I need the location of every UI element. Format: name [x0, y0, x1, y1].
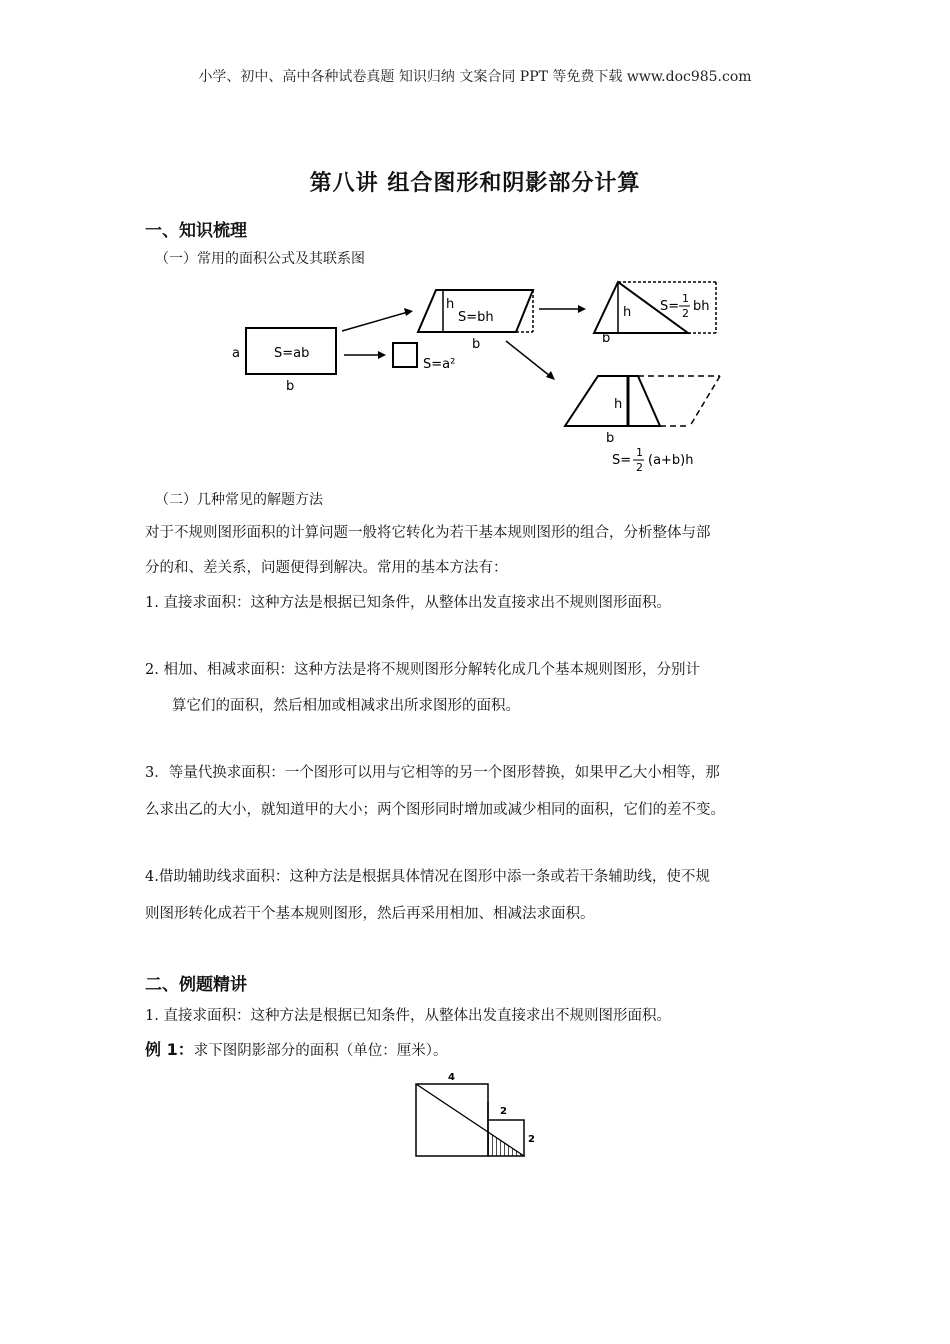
- label-2-top: 2: [500, 1106, 507, 1117]
- arrow-to-parallelogram: [342, 312, 408, 331]
- para-h: h: [446, 297, 455, 312]
- section-examples-heading: 二、例题精讲: [145, 975, 247, 995]
- arrow-head-icon: [404, 308, 413, 316]
- method-2-line-1: 2. 相加、相减求面积：这种方法是将不规则图形分解转化成几个基本规则图形，分别计: [145, 662, 700, 678]
- method-3-line-2: 么求出乙的大小，就知道甲的大小；两个图形同时增加或减少相同的面积，它们的差不变。: [145, 802, 725, 818]
- tri-formula-prefix: S=: [660, 299, 680, 314]
- large-square: [416, 1084, 488, 1156]
- arrow-head-icon: [546, 371, 555, 380]
- page-header: 小学、初中、高中各种试卷真题 知识归纳 文案合同 PPT 等免费下载 www.doc985.com: [198, 69, 752, 85]
- para-formula: S=bh: [458, 310, 494, 325]
- example-1-label: 例 1：: [145, 1040, 194, 1059]
- rect-side-a: a: [232, 346, 240, 361]
- trap-formula-suffix: (a+b)h: [648, 453, 694, 468]
- arrow-head-icon: [378, 351, 386, 359]
- intro-line-2: 分的和、差关系，问题便得到解决。常用的基本方法有：: [145, 560, 508, 576]
- trap-frac-den: 2: [636, 461, 643, 474]
- trap-b: b: [606, 431, 615, 446]
- arrow-to-trapezoid: [506, 341, 550, 376]
- tri-b: b: [602, 331, 611, 346]
- rect-formula: S=ab: [274, 346, 310, 361]
- intro-line-1: 对于不规则图形面积的计算问题一般将它转化为若干基本规则图形的组合，分析整体与部: [145, 525, 711, 541]
- subheading-methods: （二）几种常见的解题方法: [155, 492, 323, 508]
- method-1: 1. 直接求面积：这种方法是根据已知条件，从整体出发直接求出不规则图形面积。: [145, 595, 671, 611]
- trap-frac-num: 1: [636, 446, 643, 459]
- label-2-side: 2: [528, 1134, 535, 1145]
- tri-frac-num: 1: [682, 292, 689, 305]
- square-shape: [393, 343, 417, 367]
- trap-formula-prefix: S=: [612, 453, 632, 468]
- lecture-title: 第八讲 组合图形和阴影部分计算: [309, 171, 641, 196]
- tri-formula-suffix: bh: [693, 299, 710, 314]
- trapezoid-shape: [565, 376, 660, 426]
- label-4: 4: [448, 1072, 455, 1083]
- examples-method-1: 1. 直接求面积：这种方法是根据已知条件，从整体出发直接求出不规则图形面积。: [145, 1008, 671, 1024]
- trap-dashed-side: [690, 376, 720, 426]
- example-1-prompt: [145, 1035, 810, 1066]
- tri-h: h: [623, 305, 632, 320]
- trap-h: h: [614, 397, 623, 412]
- method-3-line-1: 3．等量代换求面积：一个图形可以用与它相等的另一个图形替换，如果甲乙大小相等，那: [145, 765, 720, 781]
- square-formula: S=a²: [423, 357, 456, 372]
- example-1-figure: [412, 1072, 542, 1162]
- method-4-line-1: 4.借助辅助线求面积：这种方法是根据具体情况在图形中添一条或若干条辅助线，使不规: [145, 869, 710, 885]
- rect-side-b: b: [286, 379, 295, 394]
- example-1-text: 求下图阴影部分的面积（单位：厘米）。: [193, 1043, 448, 1059]
- method-4-line-2: 则图形转化成若干个基本规则图形，然后再采用相加、相减法求面积。: [145, 906, 595, 922]
- area-formula-diagram: [228, 276, 728, 476]
- tri-frac-den: 2: [682, 307, 689, 320]
- method-2-line-2: 算它们的面积，然后相加或相减求出所求图形的面积。: [172, 698, 520, 714]
- arrow-head-icon: [578, 305, 586, 313]
- para-b: b: [472, 337, 481, 352]
- subheading-area-formulas: （一）常用的面积公式及其联系图: [155, 251, 365, 267]
- section-knowledge-heading: 一、知识梳理: [145, 221, 247, 241]
